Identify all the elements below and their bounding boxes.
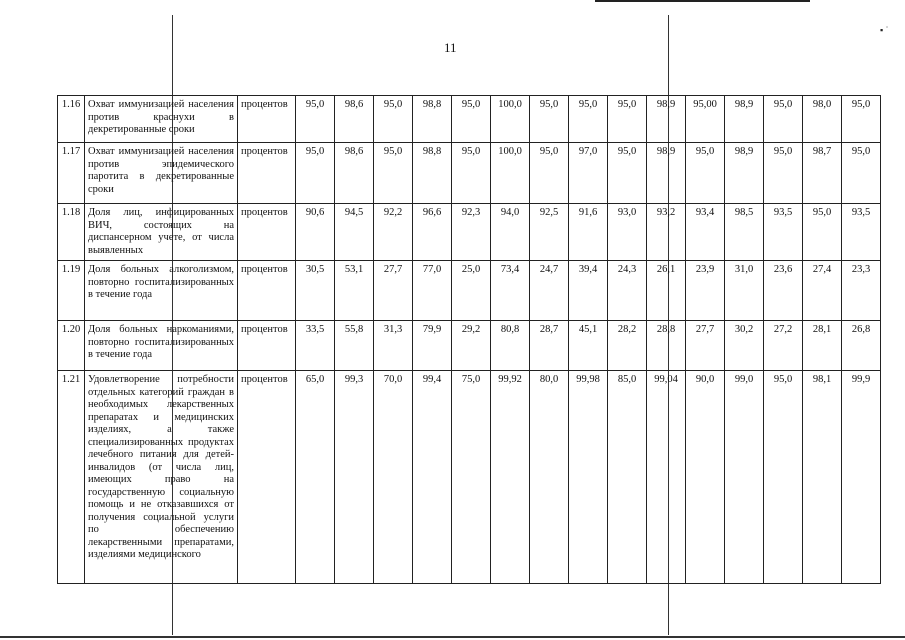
- value-cell: 39,4: [569, 261, 608, 321]
- value-cell: 91,6: [569, 204, 608, 261]
- value-cell: 99,3: [335, 371, 374, 584]
- value-cell: 95,0: [608, 96, 647, 143]
- value-cell: 98,9: [647, 143, 686, 204]
- value-cell: 77,0: [413, 261, 452, 321]
- indicator-description: Доля лиц, инфицированных ВИЧ, состоящих на диспансерном учете, от числа выявленных: [85, 204, 238, 261]
- value-cell: 55,8: [335, 321, 374, 371]
- value-cell: 95,0: [764, 96, 803, 143]
- indicator-description: Охват иммунизацией населения против эпидемического паротита в декретированные сроки: [85, 143, 238, 204]
- row-number: 1.18: [58, 204, 85, 261]
- value-cell: 93,5: [764, 204, 803, 261]
- table-row: [58, 204, 881, 261]
- value-cell: 30,2: [725, 321, 764, 371]
- value-cell: 95,0: [296, 96, 335, 143]
- value-cell: 99,04: [647, 371, 686, 584]
- value-cell: 95,0: [764, 371, 803, 584]
- value-cell: 98,0: [803, 96, 842, 143]
- value-cell: 97,0: [569, 143, 608, 204]
- value-cell: 80,8: [491, 321, 530, 371]
- value-cell: 24,3: [608, 261, 647, 321]
- value-cell: 98,9: [725, 96, 764, 143]
- value-cell: 95,0: [803, 204, 842, 261]
- scan-specks: ▪ ˙: [880, 25, 889, 35]
- value-cell: 23,6: [764, 261, 803, 321]
- value-cell: 94,0: [491, 204, 530, 261]
- page-number: 11: [444, 40, 457, 55]
- value-cell: 95,0: [530, 143, 569, 204]
- value-cell: 45,1: [569, 321, 608, 371]
- row-number: 1.21: [58, 371, 85, 584]
- value-cell: 23,3: [842, 261, 881, 321]
- value-cell: 92,5: [530, 204, 569, 261]
- scan-edge-line-top: [595, 0, 810, 2]
- indicator-description: Удовлетворение потребности отдельных категорий граждан в необходимых лекарственных препаратах и медицинских изделиях, а также специализированных продуктах лечебного питания для детей-инвалидов (от числа лиц, имеющих право на государственную социальную помощь и не отказавшихся от получения социальной услуги по обеспечению лекарственными препаратами, изделиями медицинского: [85, 371, 238, 584]
- value-cell: 27,7: [374, 261, 413, 321]
- value-cell: 99,4: [413, 371, 452, 584]
- value-cell: 28,7: [530, 321, 569, 371]
- value-cell: 98,7: [803, 143, 842, 204]
- value-cell: 95,0: [686, 143, 725, 204]
- value-cell: 95,0: [842, 143, 881, 204]
- value-cell: 99,9: [842, 371, 881, 584]
- row-number: 1.17: [58, 143, 85, 204]
- value-cell: 85,0: [608, 371, 647, 584]
- value-cell: 92,3: [452, 204, 491, 261]
- value-cell: 95,0: [608, 143, 647, 204]
- value-cell: 95,00: [686, 96, 725, 143]
- value-cell: 26,1: [647, 261, 686, 321]
- value-cell: 98,8: [413, 96, 452, 143]
- value-cell: 29,2: [452, 321, 491, 371]
- value-cell: 99,98: [569, 371, 608, 584]
- value-cell: 27,4: [803, 261, 842, 321]
- value-cell: 27,2: [764, 321, 803, 371]
- value-cell: 95,0: [374, 143, 413, 204]
- value-cell: 93,2: [647, 204, 686, 261]
- value-cell: 28,2: [608, 321, 647, 371]
- value-cell: 98,6: [335, 96, 374, 143]
- unit-of-measure: процентов: [238, 204, 296, 261]
- value-cell: 26,8: [842, 321, 881, 371]
- value-cell: 95,0: [452, 143, 491, 204]
- value-cell: 98,9: [725, 143, 764, 204]
- value-cell: 93,5: [842, 204, 881, 261]
- row-number: 1.16: [58, 96, 85, 143]
- value-cell: 94,5: [335, 204, 374, 261]
- value-cell: 93,4: [686, 204, 725, 261]
- value-cell: 98,6: [335, 143, 374, 204]
- value-cell: 100,0: [491, 96, 530, 143]
- unit-of-measure: процентов: [238, 321, 296, 371]
- unit-of-measure: процентов: [238, 261, 296, 321]
- value-cell: 25,0: [452, 261, 491, 321]
- value-cell: 28,8: [647, 321, 686, 371]
- value-cell: 95,0: [530, 96, 569, 143]
- value-cell: 23,9: [686, 261, 725, 321]
- unit-of-measure: процентов: [238, 371, 296, 584]
- value-cell: 98,9: [647, 96, 686, 143]
- value-cell: 98,8: [413, 143, 452, 204]
- value-cell: 90,0: [686, 371, 725, 584]
- table-row: [58, 321, 881, 371]
- value-cell: 93,0: [608, 204, 647, 261]
- value-cell: 96,6: [413, 204, 452, 261]
- unit-of-measure: процентов: [238, 143, 296, 204]
- value-cell: 95,0: [374, 96, 413, 143]
- value-cell: 30,5: [296, 261, 335, 321]
- value-cell: 75,0: [452, 371, 491, 584]
- indicator-description: Доля больных алкоголизмом, повторно госпитализированных в течение года: [85, 261, 238, 321]
- row-number: 1.20: [58, 321, 85, 371]
- value-cell: 80,0: [530, 371, 569, 584]
- value-cell: 33,5: [296, 321, 335, 371]
- table-row: [58, 261, 881, 321]
- value-cell: 98,1: [803, 371, 842, 584]
- value-cell: 24,7: [530, 261, 569, 321]
- value-cell: 95,0: [764, 143, 803, 204]
- value-cell: 79,9: [413, 321, 452, 371]
- value-cell: 100,0: [491, 143, 530, 204]
- value-cell: 28,1: [803, 321, 842, 371]
- value-cell: 95,0: [842, 96, 881, 143]
- value-cell: 70,0: [374, 371, 413, 584]
- indicator-description: Доля больных наркоманиями, повторно госпитализированных в течение года: [85, 321, 238, 371]
- table-row: [58, 371, 881, 584]
- scan-edge-line-bottom: [0, 636, 905, 638]
- indicator-description: Охват иммунизацией населения против краснухи в декретированные сроки: [85, 96, 238, 143]
- table-row: [58, 143, 881, 204]
- value-cell: 95,0: [452, 96, 491, 143]
- value-cell: 95,0: [569, 96, 608, 143]
- value-cell: 98,5: [725, 204, 764, 261]
- unit-of-measure: процентов: [238, 96, 296, 143]
- value-cell: 99,0: [725, 371, 764, 584]
- value-cell: 73,4: [491, 261, 530, 321]
- value-cell: 90,6: [296, 204, 335, 261]
- value-cell: 99,92: [491, 371, 530, 584]
- value-cell: 95,0: [296, 143, 335, 204]
- value-cell: 53,1: [335, 261, 374, 321]
- value-cell: 31,0: [725, 261, 764, 321]
- indicator-table: [57, 95, 881, 584]
- value-cell: 31,3: [374, 321, 413, 371]
- value-cell: 27,7: [686, 321, 725, 371]
- value-cell: 65,0: [296, 371, 335, 584]
- table-row: [58, 96, 881, 143]
- row-number: 1.19: [58, 261, 85, 321]
- value-cell: 92,2: [374, 204, 413, 261]
